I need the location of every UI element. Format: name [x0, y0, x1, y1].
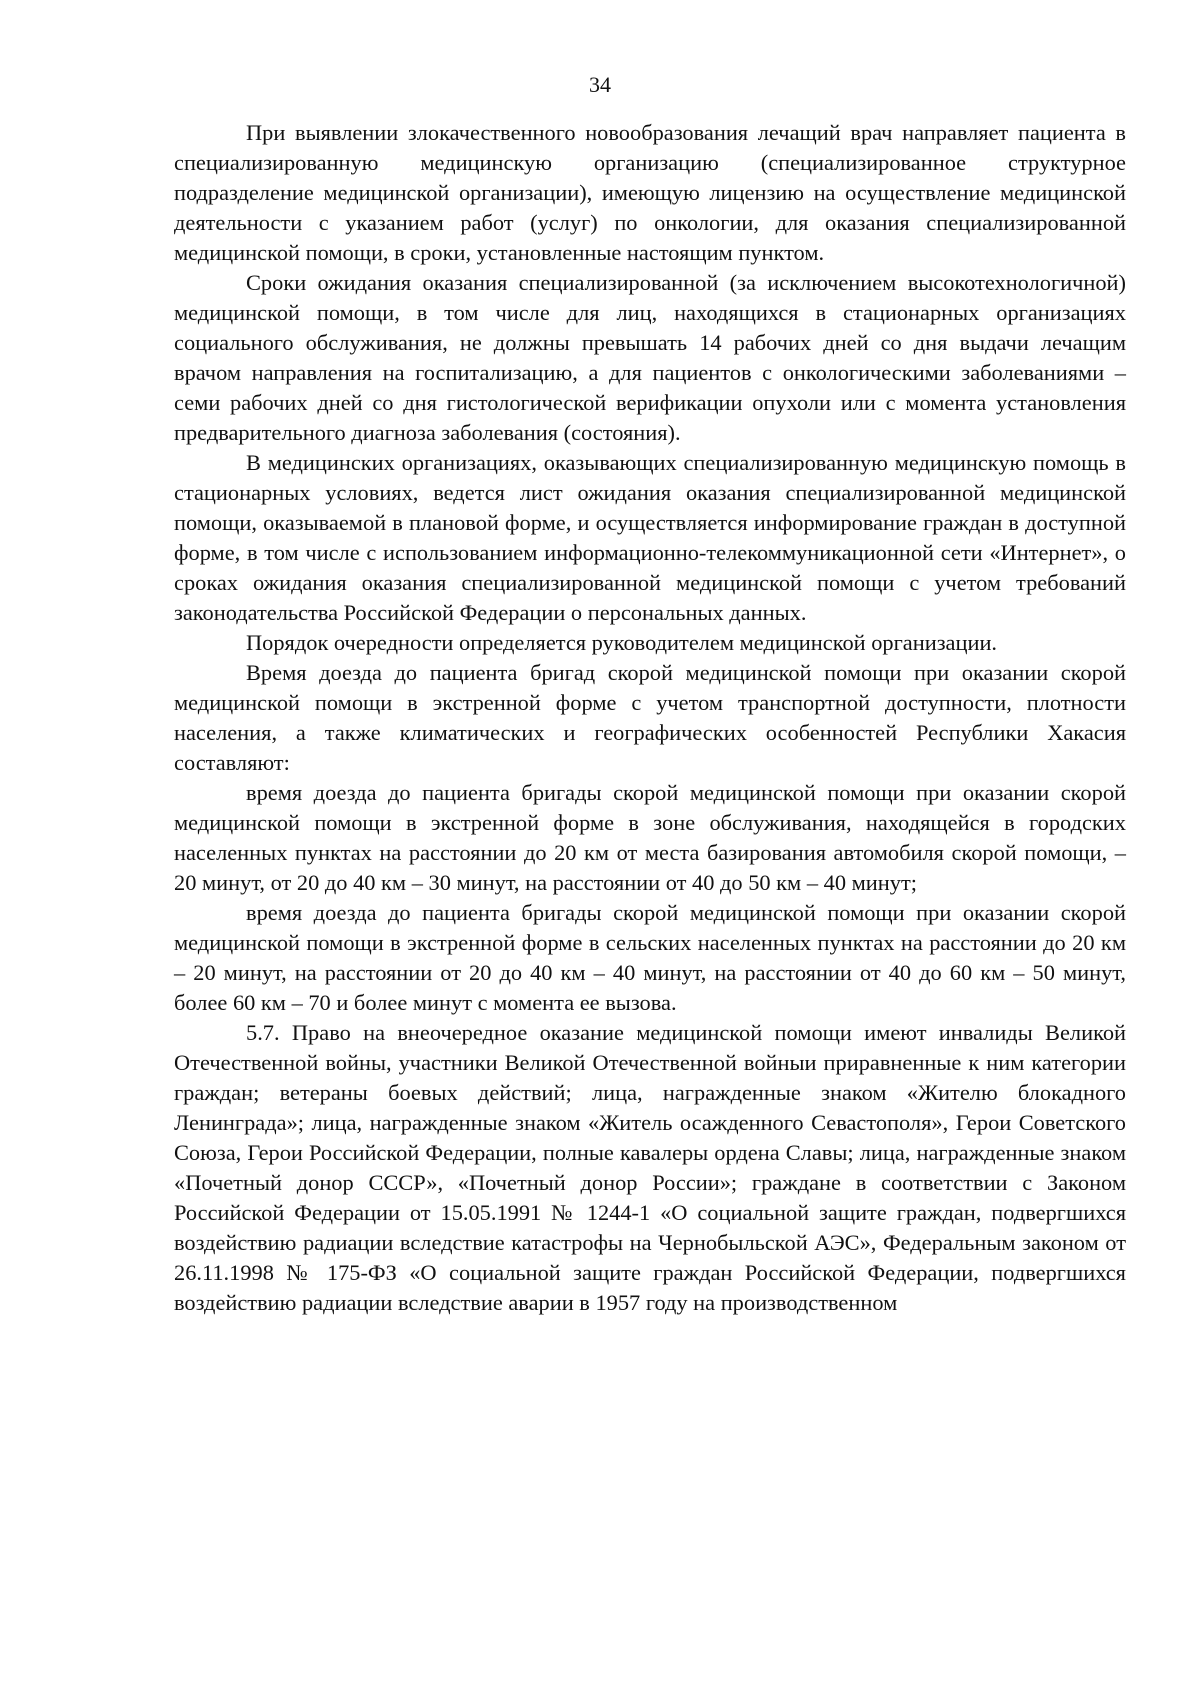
paragraph-ambulance-urban: время доезда до пациента бригады скорой медицинской помощи при оказании скорой медицинской помощи в экстренной форме в зоне обслуживания, находящейся в городских населенных пунктах на расстоянии до 20 км от места базирования автомобиля скорой помощи, – 20 минут, от 20 до 40 км – 30 минут, на расстоянии от 40 до 50 км – 40 минут;	[174, 780, 1126, 895]
paragraph-malignant-referral: При выявлении злокачественного новообразования лечащий врач направляет пациента в специализированную медицинскую организацию (специализированное структурное подразделение медицинской организации), имеющую лицензию на осуществление медицинской деятельности с указанием работ (услуг) по онкологии, для оказания специализированной медицинской помощи, в сроки, установленные настоящим пунктом.	[174, 120, 1126, 265]
document-body	[174, 118, 1126, 1318]
paragraph-ambulance-arrival: Время доезда до пациента бригад скорой медицинской помощи при оказании скорой медицинской помощи в экстренной форме с учетом транспортной доступности, плотности населения, а также климатических и географических особенностей Республики Хакасия составляют:	[174, 660, 1126, 775]
paragraph-waiting-times: Сроки ожидания оказания специализированной (за исключением высокотехнологичной) медицинской помощи, в том числе для лиц, находящихся в стационарных организациях социального обслуживания, не должны превышать 14 рабочих дней со дня выдачи лечащим врачом направления на госпитализацию, а для пациентов с онкологическими заболеваниями – семи рабочих дней со дня гистологической верификации опухоли или с момента установления предварительного диагноза заболевания (состояния).	[174, 270, 1126, 445]
paragraph-waiting-list: В медицинских организациях, оказывающих специализированную медицинскую помощь в стационарных условиях, ведется лист ожидания оказания специализированной медицинской помощи, оказываемой в плановой форме, и осуществляется информирование граждан в доступной форме, в том числе с использованием информационно-телекоммуникационной сети «Интернет», о сроках ожидания оказания специализированной медицинской помощи с учетом требований законодательства Российской Федерации о персональных данных.	[174, 450, 1126, 625]
page-number: 34	[589, 72, 611, 97]
paragraph-queue-order: Порядок очередности определяется руководителем медицинской организации.	[246, 630, 998, 655]
paragraph-ambulance-rural: время доезда до пациента бригады скорой медицинской помощи при оказании скорой медицинской помощи в экстренной форме в сельских населенных пунктах на расстоянии до 20 км – 20 минут, на расстоянии от 20 до 40 км – 40 минут, на расстоянии от 40 до 60 км – 50 минут, более 60 км – 70 и более минут с момента ее вызова.	[174, 900, 1126, 1015]
paragraph-priority-care: 5.7. Право на внеочередное оказание медицинской помощи имеют инвалиды Великой Отечественной войны, участники Великой Отечественной войныи приравненные к ним категории граждан; ветераны боевых действий; лица, награжденные знаком «Жителю блокадного Ленинграда»; лица, награжденные знаком «Житель осажденного Севастополя», Герои Советского Союза, Герои Российской Федерации, полные кавалеры ордена Славы; лица, награжденные знаком «Почетный донор СССР», «Почетный донор России»; граждане в соответствии с Законом Российской Федерации от 15.05.1991 № 1244-1 «О социальной защите граждан, подвергшихся воздействию радиации вследствие катастрофы на Чернобыльской АЭС», Федеральным законом от 26.11.1998 № 175-ФЗ «О социальной защите граждан Российской Федерации, подвергшихся воздействию радиации вследствие аварии в 1957 году на производственном	[174, 1020, 1126, 1315]
